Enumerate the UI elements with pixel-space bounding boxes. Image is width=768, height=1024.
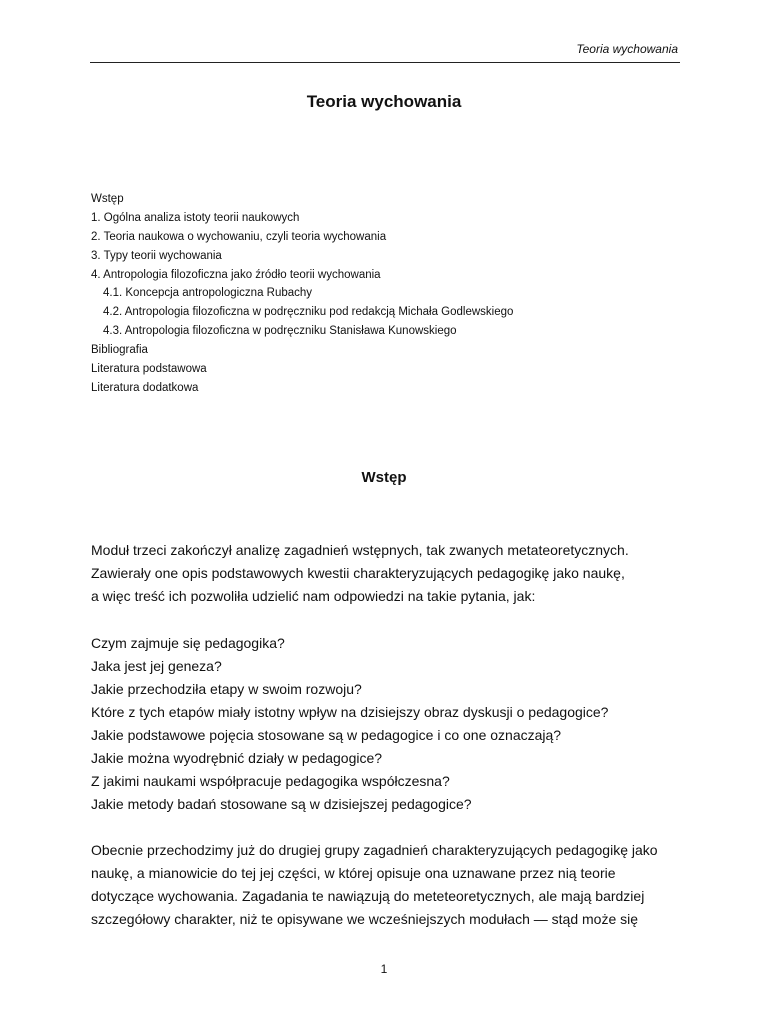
toc-item[interactable]: 4. Antropologia filozoficzna jako źródło teorii wychowania xyxy=(91,268,381,281)
question-line: Jakie podstawowe pojęcia stosowane są w pedagogice i co one oznaczają? xyxy=(91,727,562,743)
question-line: Jakie można wyodrębnić działy w pedagogice? xyxy=(91,750,383,766)
question-line: Jaka jest jej geneza? xyxy=(91,658,222,674)
toc-item[interactable]: 1. Ogólna analiza istoty teorii naukowych xyxy=(91,211,300,224)
document-title: Teoria wychowania xyxy=(306,92,462,111)
toc-item[interactable]: 2. Teoria naukowa o wychowaniu, czyli teoria wychowania xyxy=(91,230,387,243)
question-line: Z jakimi naukami współpracuje pedagogika współczesna? xyxy=(91,773,450,789)
toc-item[interactable]: Literatura podstawowa xyxy=(91,363,207,376)
toc-subitem[interactable]: 4.2. Antropologia filozoficzna w podręczniku pod redakcją Michała Godlewskiego xyxy=(103,306,514,319)
closing-paragraph xyxy=(91,839,691,931)
question-line: Które z tych etapów miały istotny wpływ na dzisiejszy obraz dyskusji o pedagogice? xyxy=(91,704,609,720)
table-of-contents xyxy=(91,190,691,398)
question-list xyxy=(91,632,691,816)
toc-item[interactable]: 3. Typy teorii wychowania xyxy=(91,249,222,262)
page-number: 1 xyxy=(380,962,388,976)
toc-item[interactable]: Wstęp xyxy=(91,193,124,205)
question-line: Jakie przechodziła etapy w swoim rozwoju? xyxy=(91,681,362,697)
paragraph-line: naukę, a mianowicie do tej jej części, w której opisuje ona uznawane przez nią teorie xyxy=(91,865,616,881)
paragraph-line: Obecnie przechodzimy już do drugiej grupy zagadnień charakteryzujących pedagogikę jako xyxy=(91,842,658,858)
paragraph-line: szczegółowy charakter, niż te opisywane we wcześniejszych modułach — stąd może się xyxy=(91,911,639,927)
question-line: Jakie metody badań stosowane są w dzisiejszej pedagogice? xyxy=(91,796,472,812)
running-header: Teoria wychowania xyxy=(576,42,678,56)
toc-item[interactable]: Bibliografia xyxy=(91,344,148,357)
paragraph-line: a więc treść ich pozwoliła udzielić nam odpowiedzi na takie pytania, jak: xyxy=(91,588,536,604)
intro-paragraph xyxy=(91,539,691,608)
paragraph-line: Zawierały one opis podstawowych kwestii charakteryzujących pedagogikę jako naukę, xyxy=(91,565,625,581)
paragraph-line: Moduł trzeci zakończył analizę zagadnień wstępnych, tak zwanych metateoretycznych. xyxy=(91,542,629,558)
paragraph-line: dotyczące wychowania. Zagadania te nawiązują do meteteoretycznych, ale mają bardziej xyxy=(91,888,645,904)
section-heading: Wstęp xyxy=(361,469,407,486)
header-divider xyxy=(90,62,680,63)
toc-subitem[interactable]: 4.1. Koncepcja antropologiczna Rubachy xyxy=(103,287,313,300)
question-line: Czym zajmuje się pedagogika? xyxy=(91,635,285,651)
toc-subitem[interactable]: 4.3. Antropologia filozoficzna w podręczniku Stanisława Kunowskiego xyxy=(103,325,457,338)
toc-item[interactable]: Literatura dodatkowa xyxy=(91,381,199,394)
